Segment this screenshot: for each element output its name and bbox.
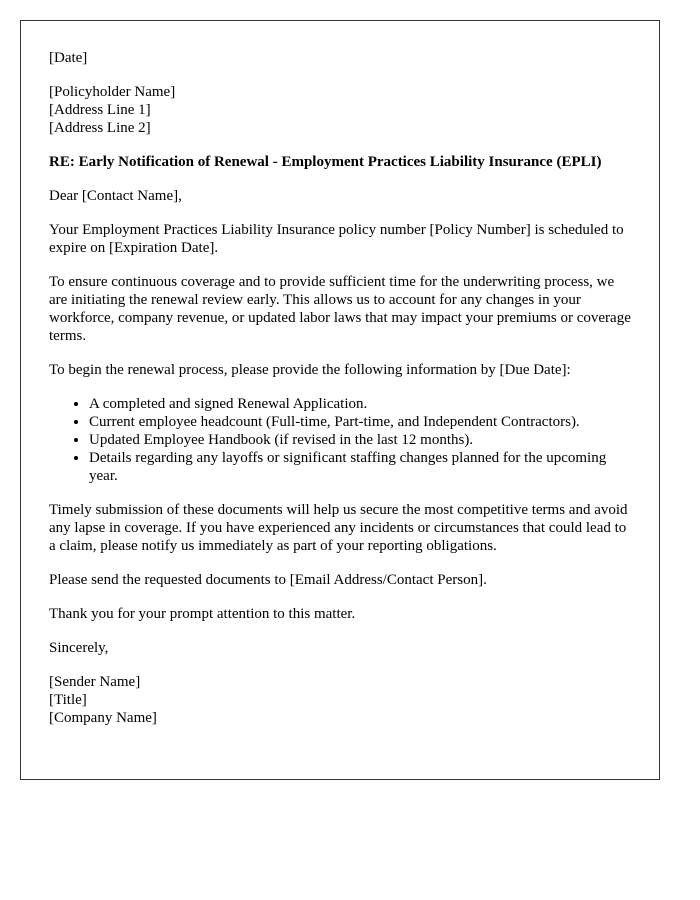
- paragraph-thank-you: Thank you for your prompt attention to this matter.: [49, 606, 356, 622]
- required-documents-list: [49, 395, 631, 485]
- recipient-address: [49, 83, 631, 137]
- salutation: Dear [Contact Name],: [49, 188, 182, 204]
- letter-subject: RE: Early Notification of Renewal - Employment Practices Liability Insurance (EPLI): [49, 154, 602, 170]
- letter-page: [20, 20, 660, 780]
- paragraph-timely-submission: Timely submission of these documents will help us secure the most competitive terms and avoid any lapse in coverage. If you have experienced any incidents or circumstances that could lead to a claim, please notify us immediately as part of your reporting obligations.: [49, 502, 628, 554]
- signature-block: [49, 673, 631, 727]
- sender-name: [Sender Name]: [49, 674, 141, 690]
- paragraph-renewal-review: To ensure continuous coverage and to provide sufficient time for the underwriting process, we are initiating the renewal review early. This allows us to account for any changes in your workforce, company revenue, or updated labor laws that may impact your premiums or coverage terms.: [49, 274, 631, 344]
- letter-date: [Date]: [49, 50, 88, 66]
- list-item: • Current employee headcount (Full-time, Part-time, and Independent Contractors).: [89, 413, 631, 431]
- list-item: • Updated Employee Handbook (if revised in the last 12 months).: [89, 431, 631, 449]
- recipient-name: [Policyholder Name]: [49, 84, 176, 100]
- recipient-address-line-1: [Address Line 1]: [49, 102, 151, 118]
- list-item: • A completed and signed Renewal Application.: [89, 395, 631, 413]
- paragraph-policy-expiry: Your Employment Practices Liability Insurance policy number [Policy Number] is scheduled to expire on [Expiration Date].: [49, 222, 624, 256]
- closing: Sincerely,: [49, 640, 109, 656]
- paragraph-send-documents: Please send the requested documents to [Email Address/Contact Person].: [49, 572, 487, 588]
- paragraph-request-info: To begin the renewal process, please provide the following information by [Due Date]:: [49, 362, 571, 378]
- recipient-address-line-2: [Address Line 2]: [49, 120, 151, 136]
- sender-title: [Title]: [49, 692, 87, 708]
- sender-company: [Company Name]: [49, 710, 157, 726]
- list-item: • Details regarding any layoffs or significant staffing changes planned for the upcoming year.: [89, 449, 631, 485]
